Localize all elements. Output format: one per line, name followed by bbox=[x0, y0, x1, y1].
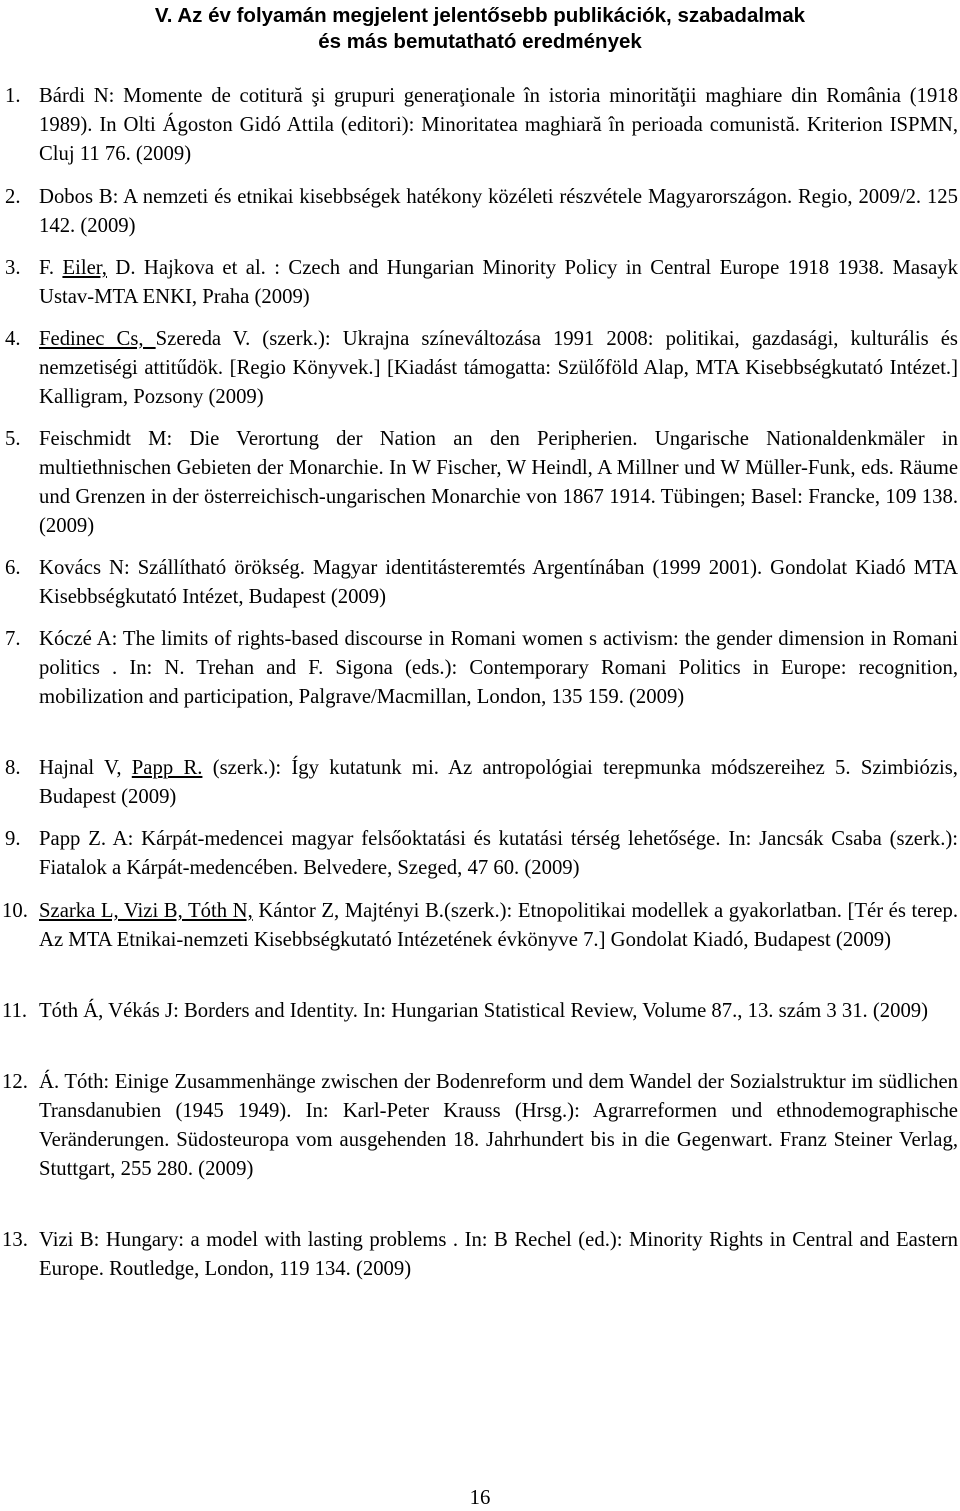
item-text-part: Hajnal V, bbox=[39, 757, 132, 779]
item-text-part: Kántor Z, Majtényi B.(szerk.): Etnopolitikai modellek a gyakorlatban. [Tér és terep. Az MTA Etnikai-nemzeti Kisebbségkutató Intézetének évkönyve 7.] Gondolat Kiadó, Budapest (2009) bbox=[39, 900, 959, 951]
item-number: 9. bbox=[5, 828, 21, 850]
underlined-author: Fedinec Cs, bbox=[39, 328, 156, 350]
item-number: 6. bbox=[5, 557, 21, 579]
item-text-part: Kovács N: Szállítható örökség. Magyar identitásteremtés Argentínában (1999 2001). Gondolat Kiadó MTA Kisebbségkutató Intézet, Budapest (2009) bbox=[39, 557, 958, 608]
item-text-part: (szerk.): Így kutatunk mi. Az antropológiai terepmunka módszereihez 5. Szimbiózis, Budapest (2009) bbox=[39, 757, 958, 808]
item-number: 2. bbox=[5, 186, 21, 208]
item-text-part: D. Hajkova et al. : Czech and Hungarian Minority Policy in Central Europe 1918 1938. Masayk Ustav-MTA ENKI, Praha (2009) bbox=[39, 257, 958, 308]
item-text bbox=[39, 82, 958, 169]
item-text bbox=[39, 1226, 958, 1284]
item-number: 7. bbox=[5, 628, 21, 650]
item-text bbox=[39, 325, 958, 412]
item-text-part: F. bbox=[39, 257, 63, 279]
item-number: 3. bbox=[5, 257, 21, 279]
item-text-part: Feischmidt M: Die Verortung der Nation an den Peripherien. Ungarische Nationaldenkmäler in multiethnischen Gebieten der Monarchie. In W Fischer, W Heindl, A Millner und W Müller-Funk, eds. Räume und Grenzen in der österreichisch-ungarischen Monarchie von 1867 1914. Tübingen; Basel: Francke, 109 138. (2009) bbox=[39, 428, 958, 537]
item-text bbox=[39, 825, 958, 883]
item-text-part: Vizi B: Hungary: a model with lasting problems . In: B Rechel (ed.): Minority Rights in Central and Eastern Europe. Routledge, London, 119 134. (2009) bbox=[39, 1229, 958, 1280]
section-heading-line-2: és más bemutatható eredmények bbox=[318, 30, 642, 53]
item-text bbox=[39, 183, 958, 241]
item-text-part: Szereda V. (szerk.): Ukrajna színeváltozása 1991 2008: politikai, gazdasági, kulturális és nemzetiségi attitűdök. [Regio Könyvek.] [Kiadást támogatta: Szülőföld Alap, MTA Kisebbségkutató Intézet.] Kalligram, Pozsony (2009) bbox=[39, 328, 958, 408]
item-number: 4. bbox=[5, 328, 21, 350]
item-text bbox=[39, 425, 958, 541]
item-text bbox=[39, 897, 958, 955]
item-text-part: Dobos B: A nemzeti és etnikai kisebbségek hatékony közéleti részvétele Magyarországon. Regio, 2009/2. 125 142. (2009) bbox=[39, 186, 958, 237]
item-text bbox=[39, 254, 958, 312]
underlined-author: Eiler, bbox=[62, 257, 107, 279]
item-number: 12. bbox=[2, 1071, 28, 1093]
item-text-part: Papp Z. A: Kárpát-medencei magyar felsőoktatási és kutatási térség lehetősége. In: Jancsák Csaba (szerk.): Fiatalok a Kárpát-medencében. Belvedere, Szeged, 47 60. (2009) bbox=[39, 828, 958, 879]
item-number: 1. bbox=[5, 85, 21, 107]
item-text bbox=[39, 1068, 958, 1184]
underlined-author: Szarka L, Vizi B, Tóth N, bbox=[39, 900, 253, 922]
item-number: 8. bbox=[5, 757, 21, 779]
item-number: 5. bbox=[5, 428, 21, 450]
item-text bbox=[39, 997, 958, 1026]
item-text-part: Tóth Á, Vékás J: Borders and Identity. In: Hungarian Statistical Review, Volume 87., 13. szám 3 31. (2009) bbox=[39, 1000, 929, 1022]
item-text-part: Kóczé A: The limits of rights-based discourse in Romani women s activism: the gender dimension in Romani politics . In: N. Trehan and F. Sigona (eds.): Contemporary Romani Politics in Europe: recognition, mobilization and participation, Palgrave/Macmillan, London, 135 159. (2009) bbox=[39, 628, 958, 708]
item-text-part: Bárdi N: Momente de cotitură şi grupuri generaţionale în istoria minorităţii maghiare din România (1918 1989). In Olti Ágoston Gidó Attila (editori): Minoritatea maghiară în perioada comunistă. Kriterion ISPMN, Cluj 11 76. (2009) bbox=[39, 85, 958, 165]
item-text-part: Á. Tóth: Einige Zusammenhänge zwischen der Bodenreform und dem Wandel der Sozialstruktur im südlichen Transdanubien (1945 1949). In: Karl-Peter Krauss (Hrsg.): Agrarreformen und ethnodemographische Veränderungen. Südosteuropa vom ausgehenden 18. Jahrhundert bis in die Gegenwart. Franz Steiner Verlag, Stuttgart, 255 280. (2009) bbox=[39, 1071, 958, 1180]
section-heading-line-1: V. Az év folyamán megjelent jelentősebb publikációk, szabadalmak bbox=[154, 4, 806, 27]
item-text bbox=[39, 554, 958, 612]
item-text bbox=[39, 625, 958, 712]
underlined-author: Papp R. bbox=[131, 757, 203, 779]
item-number: 10. bbox=[2, 900, 28, 922]
item-text bbox=[39, 754, 958, 812]
item-number: 13. bbox=[2, 1229, 28, 1251]
page-number: 16 bbox=[469, 1487, 491, 1509]
item-number: 11. bbox=[2, 1000, 28, 1022]
